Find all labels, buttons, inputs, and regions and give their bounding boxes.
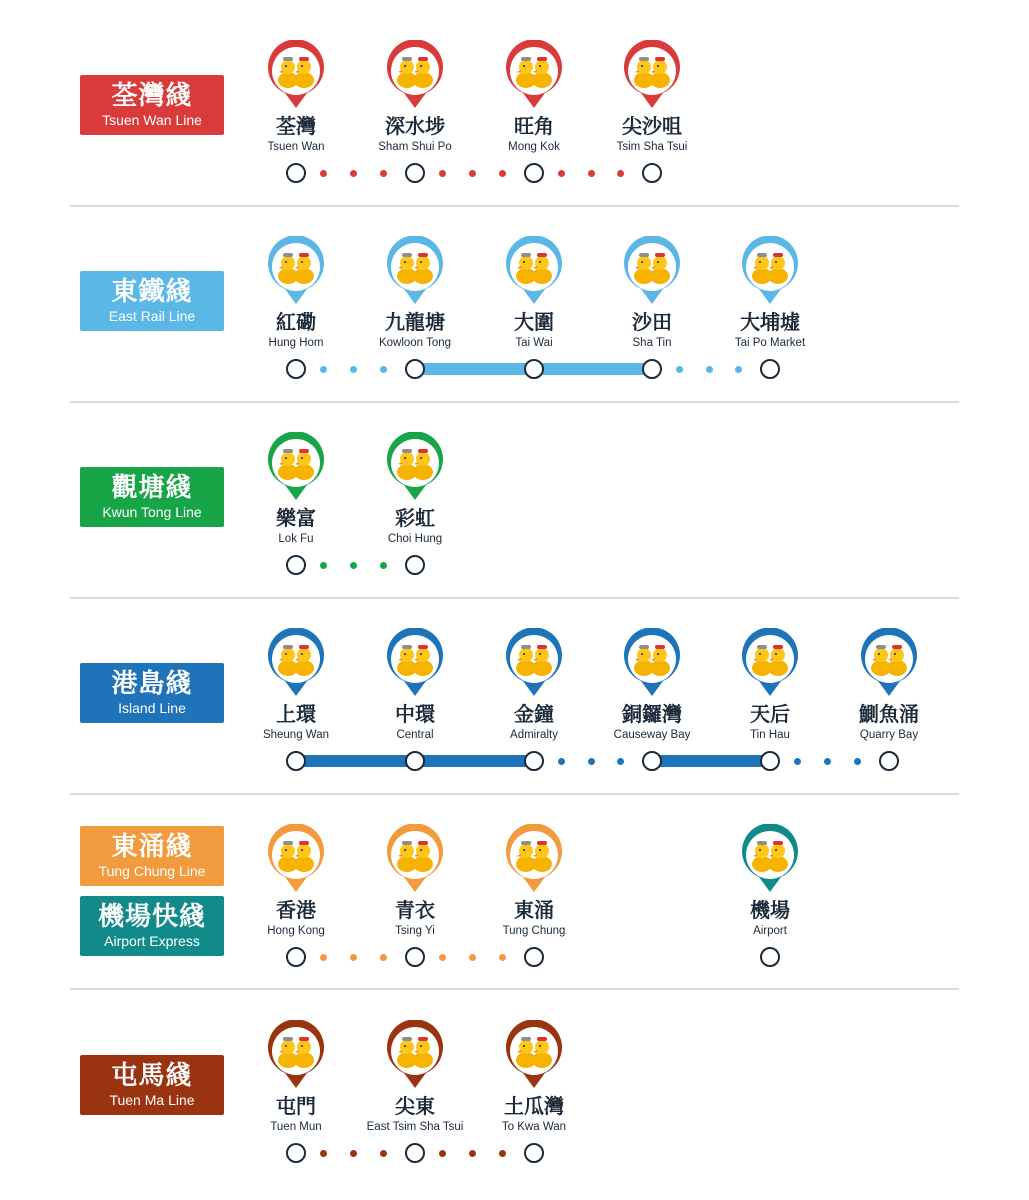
station-node[interactable] xyxy=(524,163,544,183)
track-dot xyxy=(499,954,506,961)
station-name-en: Causeway Bay xyxy=(613,729,691,741)
station-name-en: Mong Kok xyxy=(508,141,560,153)
line-name-en: Tung Chung Line xyxy=(98,863,206,879)
duck-pin-icon xyxy=(266,40,326,110)
station-sheung-wan[interactable] xyxy=(241,628,351,746)
station-name-zh: 天后 xyxy=(750,702,790,726)
track-dot xyxy=(676,366,683,373)
track-dot xyxy=(350,562,357,569)
duck-pin-icon xyxy=(385,40,445,110)
station-tsim-sha-tsui[interactable] xyxy=(597,40,707,158)
line-section-east-rail xyxy=(70,226,959,406)
station-name-en: Sheung Wan xyxy=(262,729,330,741)
track-dot xyxy=(439,954,446,961)
station-name-zh: 鰂魚涌 xyxy=(859,702,919,726)
station-node[interactable] xyxy=(642,163,662,183)
track-dot xyxy=(617,170,624,177)
station-admiralty[interactable] xyxy=(479,628,589,746)
line-section-tung-chung-airport xyxy=(70,814,959,994)
station-lok-fu[interactable] xyxy=(241,432,351,550)
line-name-en: Airport Express xyxy=(104,933,200,949)
track-dot xyxy=(499,170,506,177)
track-dot xyxy=(794,758,801,765)
station-name-en: Tsim Sha Tsui xyxy=(616,141,688,153)
station-name-zh: 機場 xyxy=(750,898,790,922)
duck-pin-icon xyxy=(622,40,682,110)
station-name-zh: 荃灣 xyxy=(276,114,316,138)
station-sham-shui-po[interactable] xyxy=(360,40,470,158)
line-name-en: Tuen Ma Line xyxy=(109,1092,195,1108)
station-name-en: Admiralty xyxy=(510,729,558,741)
station-central[interactable] xyxy=(360,628,470,746)
station-name-zh: 上環 xyxy=(276,702,316,726)
track-dot xyxy=(380,170,387,177)
station-name-zh: 彩虹 xyxy=(395,506,435,530)
station-node[interactable] xyxy=(760,947,780,967)
station-name-zh: 旺角 xyxy=(514,114,554,138)
track-dot xyxy=(380,1150,387,1157)
station-name-en: Kowloon Tong xyxy=(378,337,452,349)
line-name-zh: 東鐵綫 xyxy=(111,277,193,307)
track-dot xyxy=(469,170,476,177)
station-name-zh: 屯門 xyxy=(276,1094,316,1118)
station-node[interactable] xyxy=(405,359,425,379)
station-mong-kok[interactable] xyxy=(479,40,589,158)
station-node[interactable] xyxy=(286,1143,306,1163)
track-segment xyxy=(294,755,413,767)
line-track xyxy=(70,1141,959,1165)
station-name-en: To Kwa Wan xyxy=(501,1121,567,1133)
duck-pin-icon xyxy=(740,236,800,306)
track-dot xyxy=(380,954,387,961)
station-node[interactable] xyxy=(879,751,899,771)
station-name-en: Hung Hom xyxy=(268,337,324,349)
track-dot xyxy=(469,1150,476,1157)
station-name-zh: 銅鑼灣 xyxy=(622,702,682,726)
duck-pin-icon xyxy=(266,1020,326,1090)
station-choi-hung[interactable] xyxy=(360,432,470,550)
track-dot xyxy=(320,170,327,177)
duck-pin-icon xyxy=(385,824,445,894)
track-segment xyxy=(650,755,768,767)
station-airport[interactable] xyxy=(715,824,825,942)
line-name-en: Tsuen Wan Line xyxy=(102,112,202,128)
station-tai-wai[interactable] xyxy=(479,236,589,354)
station-node[interactable] xyxy=(760,359,780,379)
track-segment xyxy=(532,363,650,375)
line-badge-east-rail xyxy=(80,271,224,331)
station-tsuen-wan[interactable] xyxy=(241,40,351,158)
track-dot xyxy=(588,758,595,765)
station-name-en: Tai Po Market xyxy=(734,337,806,349)
track-dot xyxy=(380,562,387,569)
duck-pin-icon xyxy=(740,628,800,698)
station-name-en: Tsuen Wan xyxy=(267,141,325,153)
duck-pin-icon xyxy=(385,628,445,698)
station-tsing-yi[interactable] xyxy=(360,824,470,942)
duck-pin-icon xyxy=(266,824,326,894)
station-name-en: Airport xyxy=(753,925,787,937)
station-name-en: Sha Tin xyxy=(632,337,672,349)
station-tung-chung[interactable] xyxy=(479,824,589,942)
track-dot xyxy=(350,954,357,961)
station-node[interactable] xyxy=(405,947,425,967)
duck-pin-icon xyxy=(266,236,326,306)
duck-pin-icon xyxy=(385,1020,445,1090)
line-track xyxy=(70,357,959,381)
line-name-zh: 觀塘綫 xyxy=(111,473,193,503)
station-node[interactable] xyxy=(286,555,306,575)
line-badge-island xyxy=(80,663,224,723)
line-badge-tung-chung-airport xyxy=(80,826,224,886)
station-node[interactable] xyxy=(760,751,780,771)
station-to-kwa-wan[interactable] xyxy=(479,1020,589,1138)
station-node[interactable] xyxy=(642,751,662,771)
station-tuen-mun[interactable] xyxy=(241,1020,351,1138)
duck-pin-icon xyxy=(504,824,564,894)
line-name-en: Island Line xyxy=(118,700,186,716)
station-node[interactable] xyxy=(405,163,425,183)
duck-pin-icon xyxy=(266,432,326,502)
line-badge-kwun-tong xyxy=(80,467,224,527)
duck-pin-icon xyxy=(266,628,326,698)
station-node[interactable] xyxy=(286,163,306,183)
station-east-tsim-sha-tsui[interactable] xyxy=(360,1020,470,1138)
line-badge-tsuen-wan xyxy=(80,75,224,135)
track-dot xyxy=(499,1150,506,1157)
line-name-zh: 機場快綫 xyxy=(97,902,206,932)
track-dot xyxy=(320,562,327,569)
station-name-en: Choi Hung xyxy=(387,533,443,545)
station-name-zh: 大埔墟 xyxy=(740,310,800,334)
station-node[interactable] xyxy=(524,947,544,967)
line-section-kwun-tong xyxy=(70,422,959,602)
duck-pin-icon xyxy=(385,236,445,306)
station-name-en: Tsing Yi xyxy=(395,925,435,937)
station-node[interactable] xyxy=(405,1143,425,1163)
line-badge-tuen-ma xyxy=(80,1055,224,1115)
track-dot xyxy=(439,1150,446,1157)
track-dot xyxy=(824,758,831,765)
duck-pin-icon xyxy=(740,824,800,894)
duck-pin-icon xyxy=(385,432,445,502)
station-name-zh: 紅磡 xyxy=(276,310,316,334)
duck-pin-icon xyxy=(504,628,564,698)
track-dot xyxy=(588,170,595,177)
track-dot xyxy=(380,366,387,373)
track-dot xyxy=(854,758,861,765)
line-track xyxy=(70,945,959,969)
track-segment xyxy=(413,755,532,767)
duck-pin-icon xyxy=(859,628,919,698)
station-name-zh: 深水埗 xyxy=(385,114,445,138)
station-name-en: Tuen Mun xyxy=(270,1121,322,1133)
duck-pin-icon xyxy=(504,236,564,306)
station-node[interactable] xyxy=(642,359,662,379)
track-dot xyxy=(350,1150,357,1157)
line-name-zh: 屯馬綫 xyxy=(111,1061,193,1091)
track-dot xyxy=(350,366,357,373)
station-name-en: East Tsim Sha Tsui xyxy=(366,1121,464,1133)
station-name-zh: 香港 xyxy=(276,898,316,922)
track-dot xyxy=(617,758,624,765)
station-kowloon-tong[interactable] xyxy=(360,236,470,354)
line-track xyxy=(70,161,959,185)
line-section-tuen-ma xyxy=(70,1010,959,1190)
track-segment xyxy=(413,363,532,375)
line-name-en: East Rail Line xyxy=(108,308,196,324)
line-track xyxy=(70,749,959,773)
station-name-en: Tung Chung xyxy=(502,925,566,937)
station-name-en: Sham Shui Po xyxy=(378,141,452,153)
station-name-en: Tai Wai xyxy=(515,337,553,349)
station-name-en: Quarry Bay xyxy=(859,729,919,741)
track-dot xyxy=(706,366,713,373)
station-node[interactable] xyxy=(524,751,544,771)
track-dot xyxy=(558,170,565,177)
track-dot xyxy=(558,758,565,765)
station-name-en: Hong Kong xyxy=(267,925,325,937)
line-section-tsuen-wan xyxy=(70,30,959,210)
station-name-zh: 九龍塘 xyxy=(385,310,445,334)
station-name-en: Tin Hau xyxy=(750,729,790,741)
station-name-zh: 中環 xyxy=(395,702,435,726)
station-node[interactable] xyxy=(405,555,425,575)
line-name-zh: 東涌綫 xyxy=(111,832,193,862)
station-quarry-bay[interactable] xyxy=(834,628,944,746)
duck-pin-icon xyxy=(622,236,682,306)
station-node[interactable] xyxy=(286,751,306,771)
station-tin-hau[interactable] xyxy=(715,628,825,746)
track-dot xyxy=(735,366,742,373)
line-name-en: Kwun Tong Line xyxy=(102,504,202,520)
station-name-en: Central xyxy=(396,729,434,741)
station-name-zh: 尖東 xyxy=(395,1094,435,1118)
station-node[interactable] xyxy=(405,751,425,771)
duck-pin-icon xyxy=(504,40,564,110)
station-name-zh: 樂富 xyxy=(276,506,316,530)
station-tai-po-market[interactable] xyxy=(715,236,825,354)
track-dot xyxy=(469,954,476,961)
station-hong-kong[interactable] xyxy=(241,824,351,942)
line-section-island xyxy=(70,618,959,798)
station-causeway-bay[interactable] xyxy=(597,628,707,746)
line-name-zh: 荃灣綫 xyxy=(111,81,193,111)
station-hung-hom[interactable] xyxy=(241,236,351,354)
station-name-zh: 青衣 xyxy=(395,898,435,922)
station-name-zh: 東涌 xyxy=(514,898,554,922)
track-dot xyxy=(320,1150,327,1157)
station-name-en: Lok Fu xyxy=(278,533,314,545)
station-name-zh: 尖沙咀 xyxy=(622,114,682,138)
station-node[interactable] xyxy=(286,359,306,379)
station-node[interactable] xyxy=(286,947,306,967)
station-name-zh: 金鐘 xyxy=(514,702,554,726)
station-node[interactable] xyxy=(524,359,544,379)
track-dot xyxy=(350,170,357,177)
track-dot xyxy=(320,366,327,373)
station-sha-tin[interactable] xyxy=(597,236,707,354)
line-name-zh: 港島綫 xyxy=(111,669,193,699)
station-node[interactable] xyxy=(524,1143,544,1163)
station-name-zh: 土瓜灣 xyxy=(504,1094,564,1118)
track-dot xyxy=(320,954,327,961)
track-dot xyxy=(439,170,446,177)
duck-pin-icon xyxy=(504,1020,564,1090)
duck-pin-icon xyxy=(622,628,682,698)
station-name-zh: 大圍 xyxy=(514,310,554,334)
line-track xyxy=(70,553,959,577)
station-name-zh: 沙田 xyxy=(632,310,672,334)
